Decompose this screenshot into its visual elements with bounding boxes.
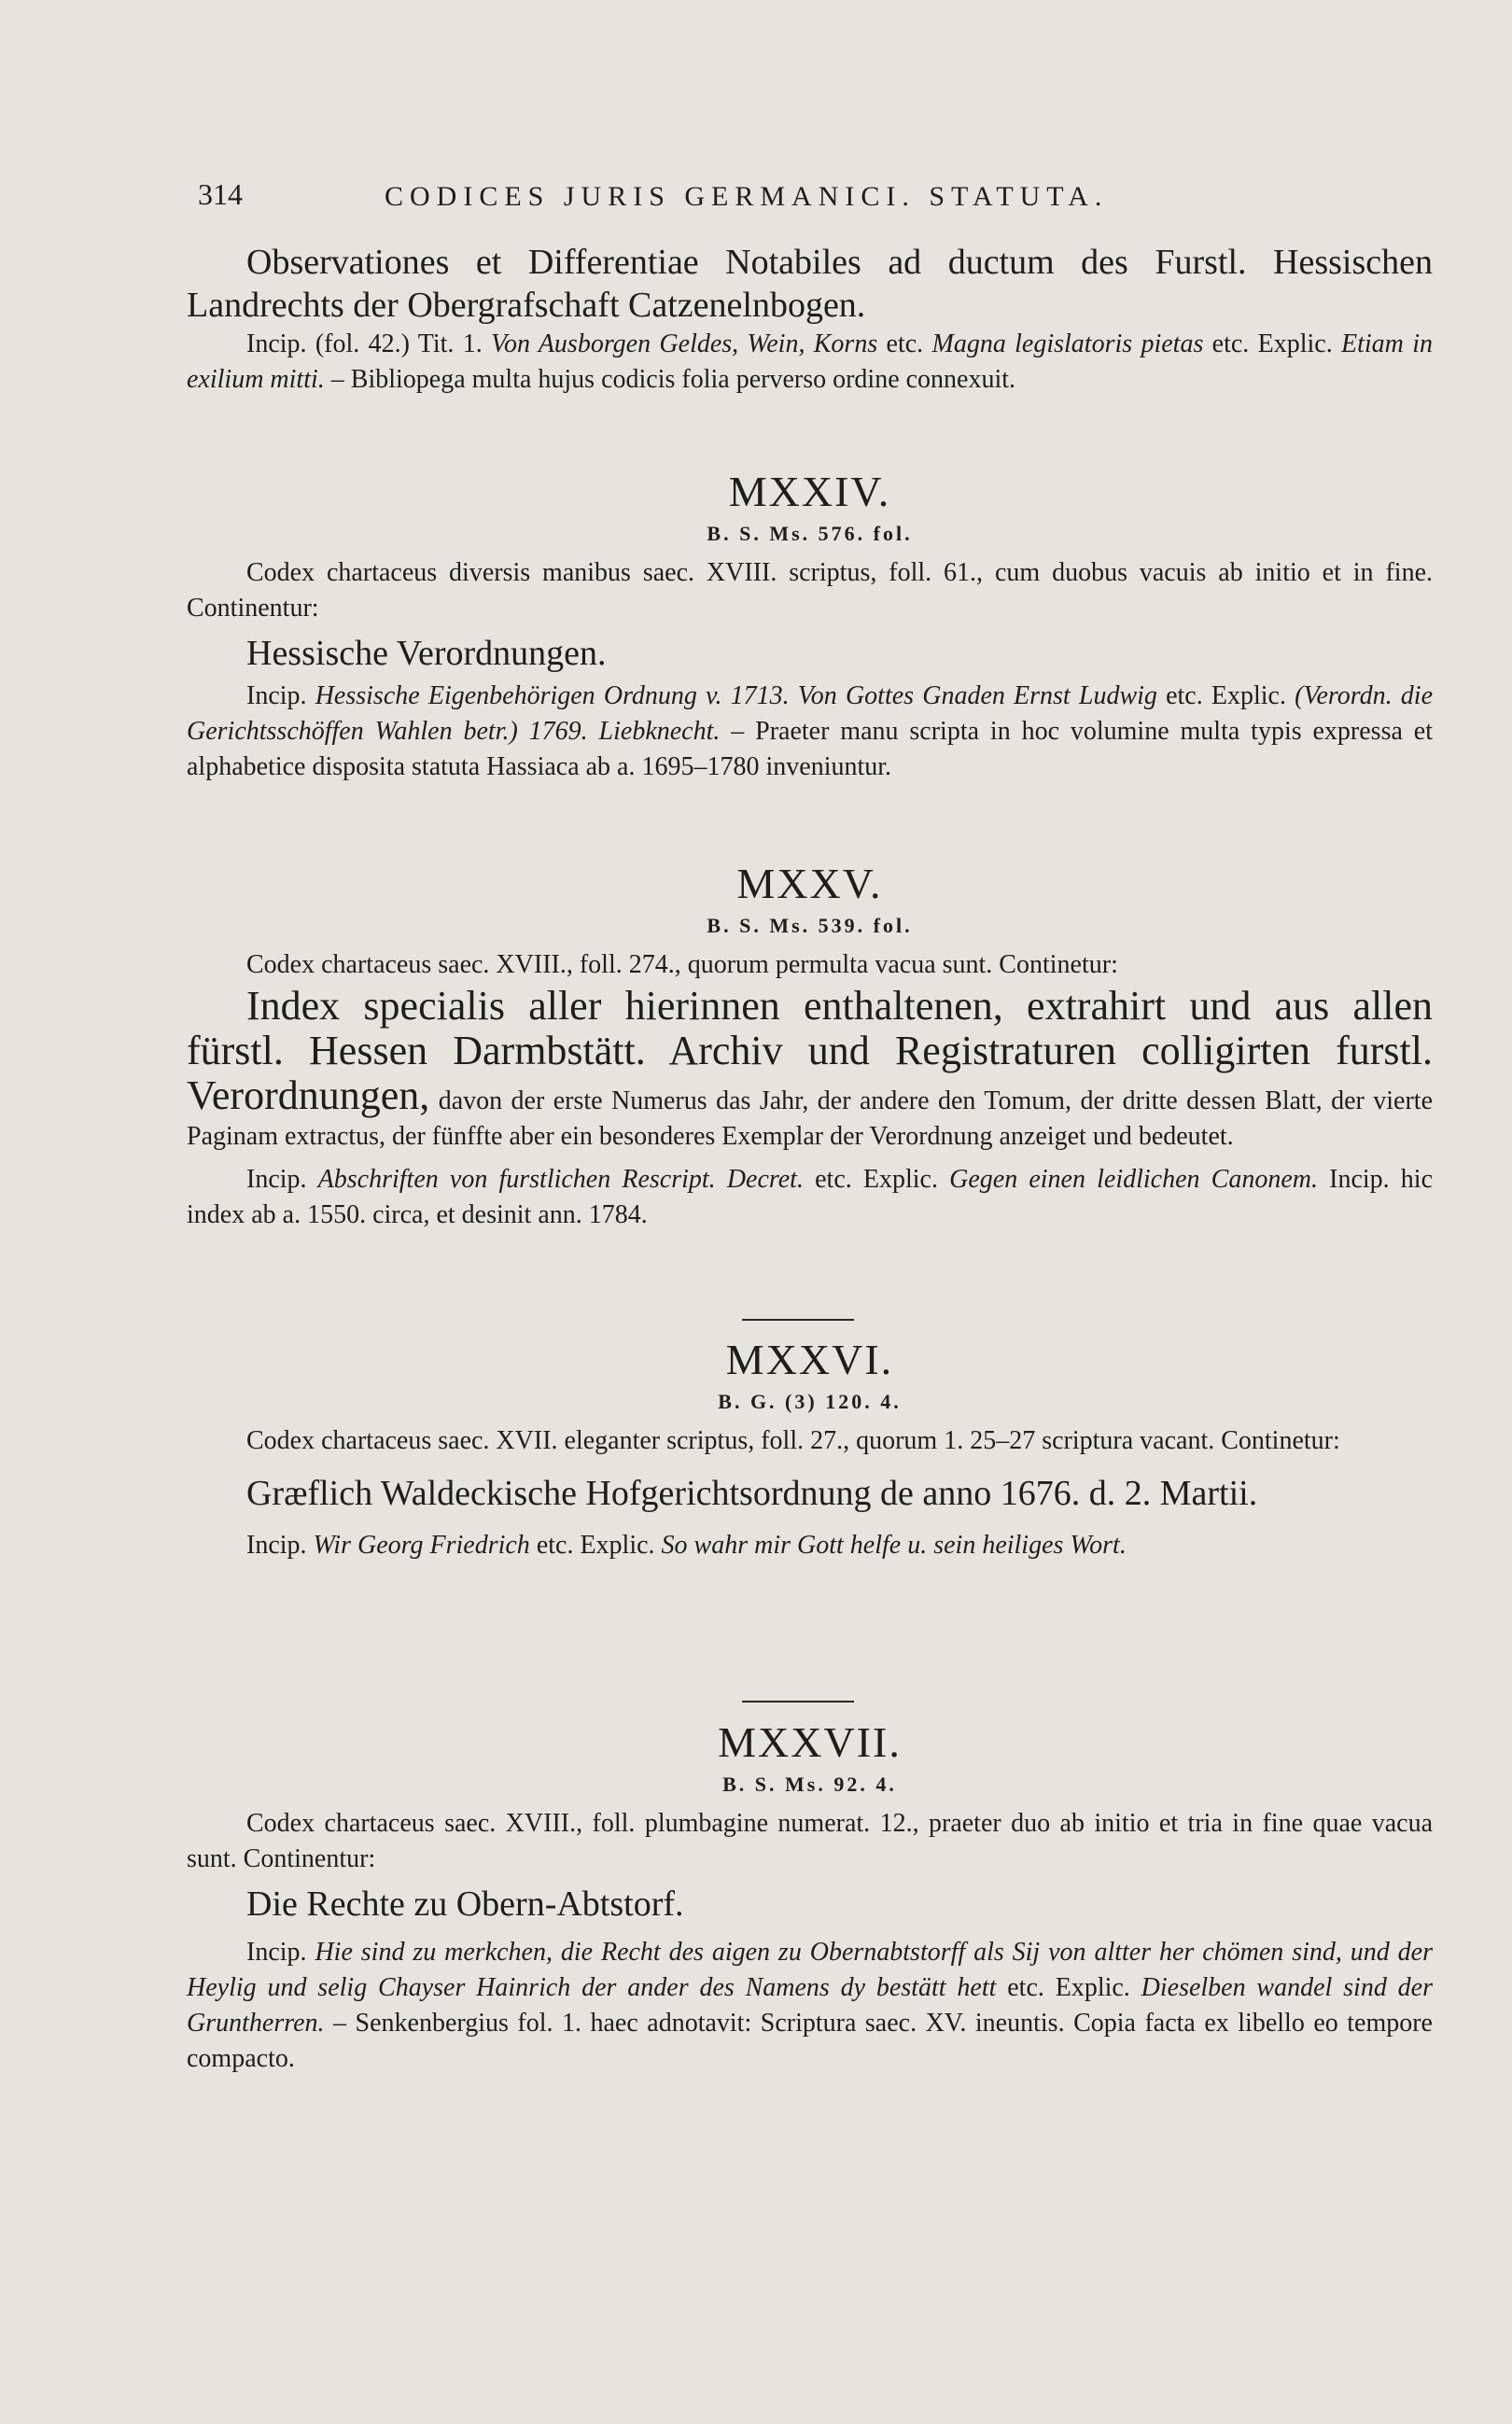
- incipit-explicit: Incip. Abschriften von furstlichen Rescript. Decret. etc. Explic. Gegen einen leidlichen Canonem. Incip. hic index ab a. 1550. circa, et desinit ann. 1784.: [187, 1165, 1434, 1229]
- section-divider: [742, 1701, 854, 1702]
- codex-description: Codex chartaceus saec. XVIII., foll. plumbagine numerat. 12., praeter duo ab initio et tria in fine quae vacua sunt. Continentur:: [187, 1809, 1433, 1873]
- section-divider: [742, 1319, 854, 1321]
- shelfmark: B. S. Ms. 539. fol.: [707, 914, 913, 937]
- shelfmark: B. S. Ms. 92. 4.: [722, 1772, 897, 1796]
- incipit-explicit: Incip. Wir Georg Friedrich etc. Explic. So wahr mir Gott helfe u. sein heiliges Wort.: [246, 1531, 1127, 1560]
- codex-description: Codex chartaceus saec. XVII. eleganter scriptus, foll. 27., quorum 1. 25–27 scriptura vacant. Continetur:: [246, 1426, 1340, 1455]
- work-title: Index specialis aller hierinnen enthaltenen, extrahirt und aus allen fürstl. Hessen Darmbstätt. Archiv und Registraturen colligirten furstl. Verordnungen, davon der erste Numerus das Jahr, der andere den Tomum, der dritte dessen Blatt, der vierte Paginam extractus, der fünffte aber ein besonderes Exemplar der Verordnung anzeiget und bedeutet.: [187, 983, 1433, 1151]
- shelfmark: B. G. (3) 120. 4.: [718, 1390, 902, 1413]
- work-title: Observationes et Differentiae Notabiles ad ductum des Furstl. Hessischen Landrechts der Obergrafschaft Catzenelnbogen.: [187, 243, 1433, 325]
- codex-description: Codex chartaceus saec. XVIII., foll. 274., quorum permulta vacua sunt. Continetur:: [246, 950, 1118, 979]
- entry-numeral: MXXVI.: [725, 1336, 894, 1383]
- incipit-explicit: Incip. Hessische Eigenbehörigen Ordnung v. 1713. Von Gottes Gnaden Ernst Ludwig etc. Explic. (Verordn. die Gerichtsschöffen Wahlen betr.) 1769. Liebknecht. – Praeter manu scripta in hoc volumine multa typis expressa et alphabetice disposita statuta Hassiaca ab a. 1695–1780 inveniuntur.: [187, 681, 1433, 781]
- running-title: CODICES JURIS GERMANICI. STATUTA.: [385, 181, 1109, 212]
- entry-numeral: MXXIV.: [728, 468, 891, 515]
- entry-mxxvi: [187, 1335, 1433, 1563]
- incipit-explicit: Incip. (fol. 42.) Tit. 1. Von Ausborgen Geldes, Wein, Korns etc. Magna legislatoris pietas etc. Explic. Etiam in exilium mitti. – Bibliopega multa hujus codicis folia perverso ordine connexuit.: [187, 329, 1433, 394]
- entry-continuation: [187, 241, 1433, 398]
- entry-numeral: MXXV.: [736, 860, 883, 907]
- entry-mxxiv: [187, 467, 1433, 785]
- entry-numeral: MXXVII.: [718, 1718, 902, 1766]
- entry-mxxvii: [187, 1717, 1433, 2077]
- incipit-explicit: Incip. Hie sind zu merkchen, die Recht des aigen zu Obernabtstorff als Sij von altter her chömen sind, und der Heylig und selig Chayser Hainrich der ander des Namens dy bestätt hett etc. Explic. Dieselben wandel sind der Gruntherren. – Senkenbergius fol. 1. haec adnotavit: Scriptura saec. XV. ineuntis. Copia facta ex libello eo tempore compacto.: [187, 1938, 1433, 2073]
- codex-description: Codex chartaceus diversis manibus saec. XVIII. scriptus, foll. 61., cum duobus vacuis ab initio et in fine. Continentur:: [187, 558, 1433, 623]
- page-number: 314: [198, 177, 243, 211]
- shelfmark: B. S. Ms. 576. fol.: [707, 522, 913, 545]
- page-header: [198, 177, 1439, 233]
- work-title: Die Rechte zu Obern-Abtstorf.: [246, 1885, 684, 1924]
- work-title: Græflich Waldeckische Hofgerichtsordnung de anno 1676. d. 2. Martii.: [246, 1474, 1258, 1513]
- entry-mxxv: [187, 859, 1433, 1233]
- work-title: Hessische Verordnungen.: [246, 634, 607, 673]
